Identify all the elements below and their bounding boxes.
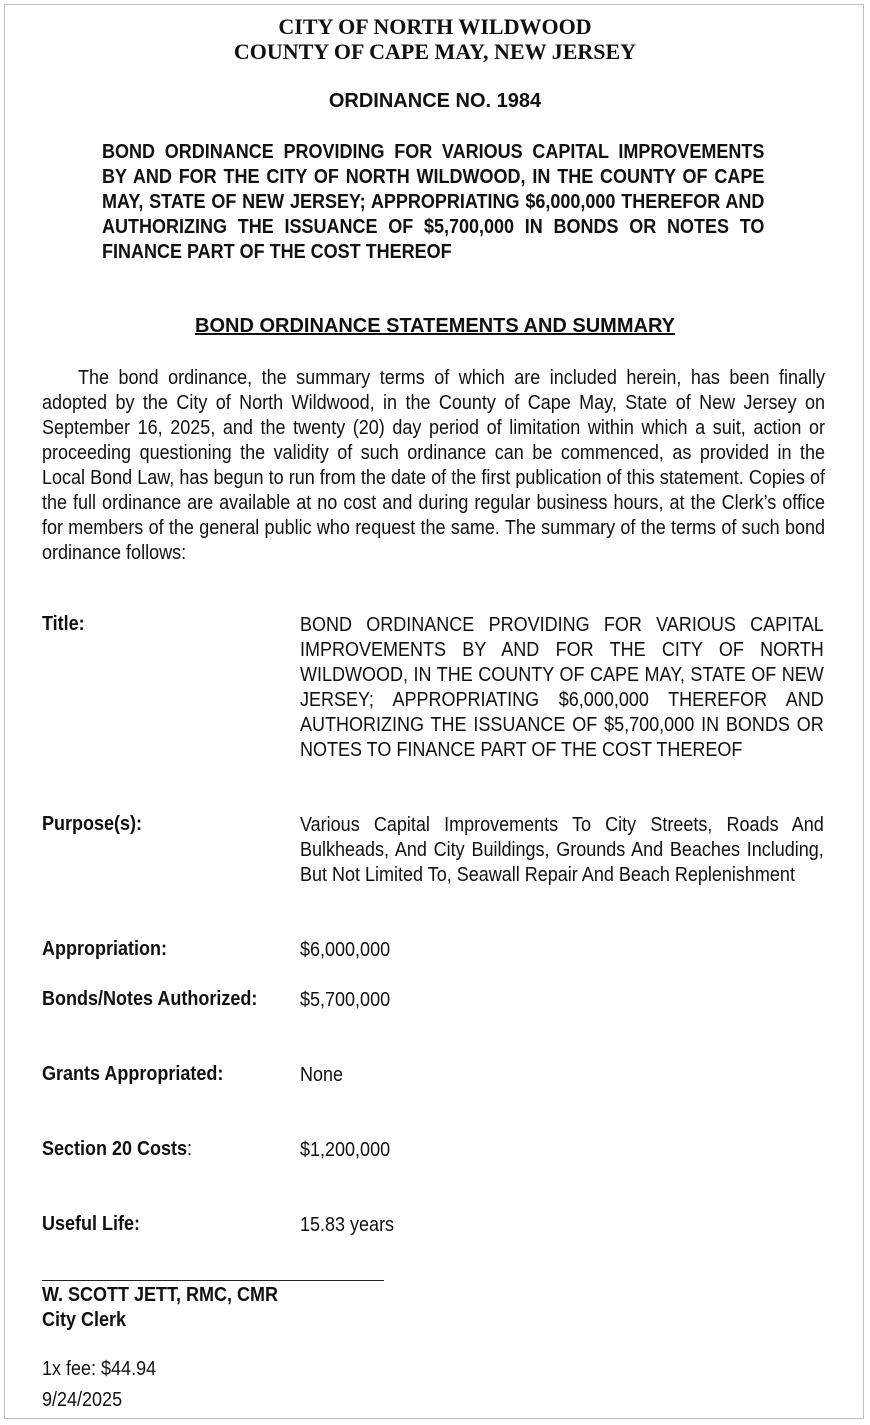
- section20-label-text: Section 20 Costs: [42, 1138, 188, 1160]
- summary-heading: BOND ORDINANCE STATEMENTS AND SUMMARY: [195, 315, 675, 337]
- section20-colon: :: [187, 1138, 193, 1160]
- appropriation-label: Appropriation:: [42, 938, 167, 960]
- bonds-value: $5,700,000: [300, 989, 391, 1011]
- intro-text: The bond ordinance, the summary terms of which are included herein, has been finally adopted by the City of North Wildwood, in the County of Cape May, State of New Jersey on September 16, 2025, and the twenty (20) day period of limitation within which a suit, action or proceeding questioning the validity of such ordinance can be commenced, as provided in the Local Bond Law, has begun to run from the date of the first publication of this statement. Copies of the full ordinance are available at no cost and during regular business hours, at the Clerk’s office for members of the general public who request the same. The summary of the terms of such bond ordinance follows:: [42, 367, 825, 564]
- section20-value: $1,200,000: [300, 1139, 391, 1161]
- purpose-label: Purpose(s):: [42, 813, 143, 835]
- clerk-name: W. SCOTT JETT, RMC, CMR: [42, 1284, 278, 1306]
- city-heading: CITY OF NORTH WILDWOOD: [278, 14, 592, 39]
- bonds-label: Bonds/Notes Authorized:: [42, 988, 258, 1010]
- useful-life-value: 15.83 years: [300, 1214, 395, 1236]
- grants-label: Grants Appropriated:: [42, 1063, 224, 1085]
- purpose-value: Various Capital Improvements To City Streets, Roads And Bulkheads, And City Buildings, Grounds And Beaches Including, But Not Limited To, Seawall Repair And Beach Replenishment: [300, 814, 824, 886]
- ordinance-title: BOND ORDINANCE PROVIDING FOR VARIOUS CAPITAL IMPROVEMENTS BY AND FOR THE CITY OF NORTH WILDWOOD, IN THE COUNTY OF CAPE MAY, STATE OF NEW JERSEY; APPROPRIATING $6,000,000 THEREFOR AND AUTHORIZING THE ISSUANCE OF $5,700,000 IN BONDS OR NOTES TO FINANCE PART OF THE COST THEREOF: [102, 141, 765, 263]
- fee-text: 1x fee: $44.94: [42, 1358, 157, 1380]
- county-heading: COUNTY OF CAPE MAY, NEW JERSEY: [233, 39, 637, 64]
- title-value: BOND ORDINANCE PROVIDING FOR VARIOUS CAPITAL IMPROVEMENTS BY AND FOR THE CITY OF NORTH WILDWOOD, IN THE COUNTY OF CAPE MAY, STATE OF NEW JERSEY; APPROPRIATING $6,000,000 THEREFOR AND AUTHORIZING THE ISSUANCE OF $5,700,000 IN BONDS OR NOTES TO FINANCE PART OF THE COST THEREOF: [300, 614, 824, 761]
- ordinance-number: ORDINANCE NO. 1984: [328, 90, 542, 112]
- clerk-title: City Clerk: [42, 1309, 127, 1331]
- grants-value: None: [300, 1064, 344, 1086]
- useful-life-label: Useful Life:: [42, 1213, 141, 1235]
- signature-line: [42, 1280, 384, 1281]
- title-label: Title:: [42, 613, 85, 635]
- appropriation-value: $6,000,000: [300, 939, 391, 961]
- date-text: 9/24/2025: [42, 1389, 123, 1411]
- section20-label: [42, 1138, 192, 1161]
- intro-paragraph: [42, 366, 825, 566]
